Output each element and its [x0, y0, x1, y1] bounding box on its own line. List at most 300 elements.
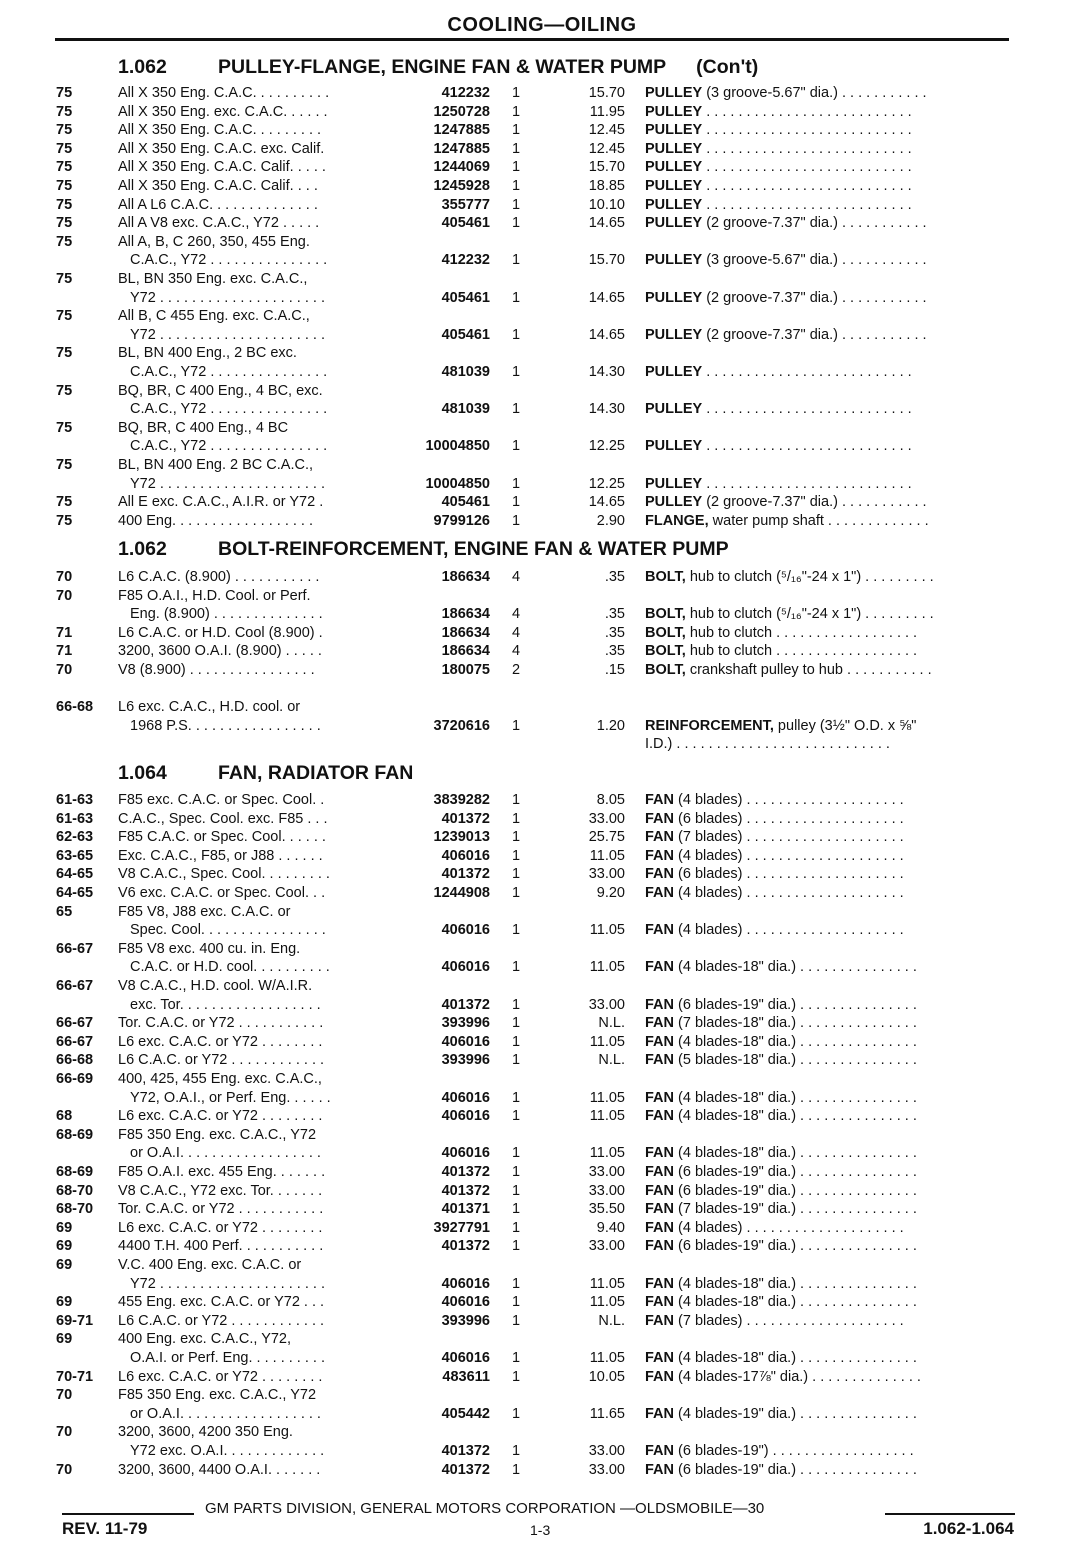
parts-row	[0, 1033, 1084, 1052]
price: 12.45	[588, 122, 625, 139]
part-name: PULLEY	[645, 85, 703, 101]
application: All E exc. C.A.C., A.I.R. or Y72 .	[118, 494, 324, 511]
part-name: REINFORCEMENT,	[645, 717, 774, 734]
quantity: 1	[512, 1089, 521, 1106]
parts-row	[0, 1461, 1084, 1480]
parts-row	[0, 382, 1084, 401]
part-name: PULLEY	[645, 326, 703, 343]
part-number: 3927791	[433, 1219, 490, 1236]
application: All X 350 Eng. C.A.C. Calif. . . .	[118, 178, 318, 194]
price: 11.05	[589, 1145, 625, 1162]
title-rule	[55, 38, 1009, 41]
part-number: 186634	[441, 643, 490, 660]
quantity: 1	[512, 215, 521, 232]
model-year: 70	[56, 569, 73, 585]
description	[645, 437, 1015, 456]
part-name: FAN	[645, 1405, 674, 1422]
description	[645, 121, 1015, 140]
model-year: 66-67	[56, 940, 94, 957]
part-name: BOLT,	[645, 606, 686, 623]
part-detail: (4 blades-18" dia.) . . . . . . . . . . . . . . .	[674, 959, 917, 976]
part-name: FAN	[645, 1368, 674, 1385]
application: Exc. C.A.C., F85, or J88 . . . . . .	[118, 847, 323, 864]
part-number: 405461	[441, 326, 490, 343]
quantity: 1	[512, 1164, 521, 1180]
price: 14.65	[588, 215, 625, 232]
part-name: PULLEY	[645, 215, 703, 232]
model-year: 75	[56, 140, 73, 157]
quantity: 1	[512, 1033, 521, 1050]
application: exc. Tor. . . . . . . . . . . . . . . . . .	[130, 996, 321, 1013]
description	[645, 847, 1015, 866]
quantity: 1	[512, 1294, 521, 1311]
application: BL, BN 400 Eng. 2 BC C.A.C.,	[118, 457, 314, 473]
parts-row	[0, 1237, 1084, 1256]
quantity: 1	[512, 326, 521, 343]
parts-row	[0, 512, 1084, 531]
price: 14.65	[588, 326, 625, 343]
part-number: 406016	[441, 959, 490, 976]
part-detail: (3 groove-5.67" dia.) . . . . . . . . . . .	[702, 85, 927, 101]
model-year: 64-65	[56, 866, 94, 883]
part-number: 405442	[441, 1405, 490, 1422]
quantity: 1	[512, 922, 521, 939]
parts-row	[0, 624, 1084, 643]
quantity: 1	[512, 1368, 521, 1385]
quantity: 1	[512, 252, 521, 269]
part-detail: (6 blades-19" dia.) . . . . . . . . . . . . . . .	[674, 1238, 917, 1255]
part-name: PULLEY	[645, 252, 703, 269]
description	[645, 791, 1015, 810]
parts-row	[0, 735, 1084, 754]
parts-row	[0, 828, 1084, 847]
description	[645, 400, 1015, 419]
price: 33.00	[588, 1238, 625, 1255]
model-year: 71	[56, 624, 73, 641]
part-number: 406016	[441, 922, 490, 939]
parts-row	[0, 1070, 1084, 1089]
part-name: FAN	[645, 866, 674, 883]
part-number: 406016	[441, 847, 490, 864]
part-detail: (6 blades-19" dia.) . . . . . . . . . . . . . . .	[674, 1182, 917, 1199]
parts-row	[0, 996, 1084, 1015]
parts-row	[0, 642, 1084, 661]
part-name: FAN	[645, 1350, 674, 1366]
model-year: 68-69	[56, 1164, 94, 1180]
part-number: 10004850	[425, 438, 490, 455]
part-number: 393996	[441, 1312, 490, 1329]
application: L6 C.A.C. or Y72 . . . . . . . . . . . .	[118, 1312, 325, 1329]
description	[645, 1219, 1015, 1238]
price: 33.00	[588, 1461, 625, 1478]
model-year: 68-69	[56, 1126, 94, 1143]
parts-row	[0, 270, 1084, 289]
parts-row	[0, 196, 1084, 215]
model-year: 64-65	[56, 885, 94, 901]
quantity: 1	[512, 866, 521, 883]
quantity: 1	[512, 996, 521, 1013]
price: 18.85	[588, 178, 625, 194]
description	[645, 1014, 1015, 1033]
model-year: 70-71	[56, 1368, 94, 1385]
description	[645, 1237, 1015, 1256]
part-detail: (6 blades) . . . . . . . . . . . . . . . . . . . .	[674, 866, 904, 883]
application: 1968 P.S. . . . . . . . . . . . . . . . .	[130, 717, 321, 734]
parts-row	[0, 400, 1084, 419]
application: BL, BN 400 Eng., 2 BC exc.	[118, 345, 297, 362]
model-year: 75	[56, 178, 73, 194]
part-number: 406016	[441, 1145, 490, 1162]
part-detail: (2 groove-7.37" dia.) . . . . . . . . . . .	[702, 289, 927, 306]
description	[645, 958, 1015, 977]
application: V6 exc. C.A.C. or Spec. Cool. . .	[118, 885, 326, 901]
parts-row	[0, 1089, 1084, 1108]
application: L6 exc. C.A.C. or Y72 . . . . . . . .	[118, 1368, 323, 1385]
footer-rule-right	[885, 1513, 1015, 1515]
part-detail: crankshaft pulley to hub . . . . . . . . . . .	[685, 662, 932, 678]
part-detail: (2 groove-7.37" dia.) . . . . . . . . . . .	[702, 326, 927, 343]
part-detail: . . . . . . . . . . . . . . . . . . . . . . . . . .	[702, 178, 912, 194]
part-name: PULLEY	[645, 364, 703, 380]
part-detail: (7 blades) . . . . . . . . . . . . . . . . . . . .	[674, 1312, 904, 1329]
description	[645, 1182, 1015, 1201]
parts-row	[0, 661, 1084, 680]
description	[645, 196, 1015, 215]
part-detail: . . . . . . . . . . . . . . . . . . . . . . . . . .	[702, 475, 912, 492]
part-name: FAN	[645, 1201, 674, 1218]
parts-row	[0, 791, 1084, 810]
quantity: 1	[512, 1052, 521, 1069]
description	[645, 810, 1015, 829]
section-title: BOLT-REINFORCEMENT, ENGINE FAN & WATER PUMP	[218, 538, 729, 560]
part-detail: (6 blades-19" dia.) . . . . . . . . . . . . . . .	[674, 996, 917, 1013]
application: All X 350 Eng. exc. C.A.C. . . . . .	[118, 103, 328, 120]
application: All X 350 Eng. C.A.C. . . . . . . . .	[118, 122, 322, 139]
price: 33.00	[588, 810, 625, 827]
description	[645, 1033, 1015, 1052]
quantity: 1	[512, 1182, 521, 1199]
part-detail: (7 blades-19" dia.) . . . . . . . . . . . . . . .	[674, 1201, 917, 1218]
part-number: 483611	[442, 1368, 490, 1385]
part-number: 1244069	[433, 159, 490, 176]
application: BL, BN 350 Eng. exc. C.A.C.,	[118, 271, 308, 287]
model-year: 75	[56, 85, 73, 101]
part-name: FAN	[645, 1089, 674, 1106]
part-detail: water pump shaft . . . . . . . . . . . . .	[708, 512, 929, 529]
part-number: 405461	[441, 215, 490, 232]
application: F85 V8 exc. 400 cu. in. Eng.	[118, 940, 301, 957]
part-detail: (4 blades) . . . . . . . . . . . . . . . . . . . .	[674, 922, 904, 939]
description	[645, 1461, 1015, 1480]
part-detail: (4 blades-18" dia.) . . . . . . . . . . . . . . .	[674, 1275, 917, 1292]
quantity: 1	[512, 438, 521, 455]
parts-row	[0, 1126, 1084, 1145]
quantity: 1	[512, 810, 521, 827]
parts-row	[0, 84, 1084, 103]
part-name: PULLEY	[645, 178, 703, 194]
section-title: PULLEY-FLANGE, ENGINE FAN & WATER PUMP	[218, 56, 667, 78]
part-detail: (3 groove-5.67" dia.) . . . . . . . . . . .	[702, 252, 927, 269]
part-detail: (4 blades-18" dia.) . . . . . . . . . . . . . . .	[674, 1145, 917, 1162]
application: V8 C.A.C., Spec. Cool. . . . . . . . .	[118, 866, 330, 883]
model-year: 69	[56, 1331, 73, 1348]
parts-row	[0, 1405, 1084, 1424]
application: 400 Eng. . . . . . . . . . . . . . . . . .	[118, 512, 314, 529]
quantity: 1	[512, 475, 521, 492]
part-number: 401372	[441, 1461, 490, 1478]
parts-row	[0, 903, 1084, 922]
quantity: 1	[512, 103, 521, 120]
parts-row	[0, 1256, 1084, 1275]
part-name: FAN	[645, 885, 674, 901]
part-detail: . . . . . . . . . . . . . . . . . . . . . . . . . .	[702, 401, 912, 418]
part-number: 393996	[441, 1015, 490, 1032]
part-number: 355777	[441, 196, 490, 213]
quantity: 4	[512, 569, 521, 585]
section-continued: (Con't)	[696, 56, 759, 78]
description	[645, 828, 1015, 847]
price: 33.00	[588, 866, 625, 883]
part-name: PULLEY	[645, 196, 703, 213]
model-year: 70	[56, 662, 73, 678]
part-detail: (4 blades-18" dia.) . . . . . . . . . . . . . . .	[674, 1294, 917, 1311]
part-number: 401372	[441, 1164, 490, 1180]
model-year: 65	[56, 903, 73, 920]
application: L6 exc. C.A.C. or Y72 . . . . . . . .	[118, 1219, 323, 1236]
part-detail: hub to clutch . . . . . . . . . . . . . . . . . .	[685, 624, 918, 641]
quantity: 1	[512, 178, 521, 194]
model-year: 69	[56, 1219, 73, 1236]
part-number: 405461	[441, 289, 490, 306]
parts-row	[0, 1014, 1084, 1033]
part-number: 406016	[441, 1275, 490, 1292]
parts-row	[0, 717, 1084, 736]
part-detail: (5 blades-18" dia.) . . . . . . . . . . . . . . .	[674, 1052, 917, 1069]
part-name: FAN	[645, 922, 674, 939]
part-detail: pulley (3½" O.D. x ⅝"	[773, 717, 917, 734]
part-number: 1244908	[433, 885, 490, 901]
part-number: 186634	[441, 569, 490, 585]
quantity: 1	[512, 1312, 521, 1329]
parts-row	[0, 1107, 1084, 1126]
quantity: 1	[512, 1275, 521, 1292]
parts-row	[0, 1219, 1084, 1238]
parts-row	[0, 1386, 1084, 1405]
part-name: BOLT,	[645, 569, 686, 585]
model-year: 68-70	[56, 1201, 94, 1218]
parts-row	[0, 605, 1084, 624]
quantity: 1	[512, 1145, 521, 1162]
model-year: 75	[56, 159, 73, 176]
description	[645, 642, 1015, 661]
quantity: 1	[512, 1219, 521, 1236]
parts-row	[0, 921, 1084, 940]
application: F85 C.A.C. or Spec. Cool. . . . . .	[118, 829, 326, 846]
quantity: 1	[512, 847, 521, 864]
part-number: 1239013	[433, 829, 490, 846]
parts-row	[0, 251, 1084, 270]
part-name: FAN	[645, 959, 674, 976]
quantity: 1	[512, 792, 521, 808]
model-year: 66-67	[56, 978, 94, 994]
price: 12.25	[588, 438, 625, 455]
price: 11.05	[589, 1350, 625, 1366]
description	[645, 251, 1015, 270]
price: 11.05	[589, 1108, 625, 1125]
application: 3200, 3600, 4400 O.A.I. . . . . . .	[118, 1461, 321, 1478]
parts-row	[0, 1163, 1084, 1182]
price: 10.05	[588, 1368, 625, 1385]
part-detail: (4 blades-18" dia.) . . . . . . . . . . . . . . .	[674, 1089, 917, 1106]
part-number: 406016	[441, 1089, 490, 1106]
section-title: FAN, RADIATOR FAN	[218, 762, 414, 784]
price: 25.75	[588, 829, 625, 846]
application: Y72 . . . . . . . . . . . . . . . . . . . . .	[130, 1275, 325, 1292]
description	[645, 996, 1015, 1015]
part-detail: . . . . . . . . . . . . . . . . . . . . . . . . . .	[702, 140, 912, 157]
parts-row	[0, 1423, 1084, 1442]
description	[645, 214, 1015, 233]
parts-row	[0, 568, 1084, 587]
description	[645, 921, 1015, 940]
part-number: 186634	[441, 606, 490, 623]
part-detail: (4 blades) . . . . . . . . . . . . . . . . . . . .	[674, 885, 904, 901]
price: 11.05	[589, 959, 625, 976]
application: or O.A.I. . . . . . . . . . . . . . . . . .	[130, 1145, 321, 1162]
parts-row	[0, 1182, 1084, 1201]
part-number: 412232	[441, 85, 490, 101]
parts-row	[0, 884, 1084, 903]
parts-row	[0, 865, 1084, 884]
part-number: 401371	[441, 1201, 490, 1218]
application: All B, C 455 Eng. exc. C.A.C.,	[118, 308, 310, 325]
parts-row	[0, 103, 1084, 122]
part-number: 406016	[441, 1294, 490, 1311]
part-name: PULLEY	[645, 103, 703, 120]
part-number: 393996	[441, 1052, 490, 1069]
part-detail: (4 blades) . . . . . . . . . . . . . . . . . . . .	[674, 847, 904, 864]
part-name: PULLEY	[645, 475, 703, 492]
model-year: 70	[56, 1387, 73, 1404]
quantity: 4	[512, 643, 521, 660]
footer-publisher: GM PARTS DIVISION, GENERAL MOTORS CORPORATION —OLDSMOBILE—30	[205, 1500, 765, 1517]
section-heading	[118, 538, 729, 561]
description	[645, 103, 1015, 122]
quantity: 1	[512, 885, 521, 901]
model-year: 75	[56, 215, 73, 232]
description	[645, 1405, 1015, 1424]
price: 12.45	[588, 140, 625, 157]
part-name: PULLEY	[645, 289, 703, 306]
description	[645, 1312, 1015, 1331]
quantity: 1	[512, 289, 521, 306]
price: 11.05	[589, 1275, 625, 1292]
part-name: FAN	[645, 1461, 674, 1478]
part-detail: (6 blades-19" dia.) . . . . . . . . . . . . . . .	[674, 1461, 917, 1478]
part-number: 10004850	[425, 475, 490, 492]
quantity: 1	[512, 159, 521, 176]
quantity: 1	[512, 1238, 521, 1255]
part-detail: (6 blades) . . . . . . . . . . . . . . . . . . . .	[674, 810, 904, 827]
part-name: FAN	[645, 1238, 674, 1255]
part-name: FAN	[645, 847, 674, 864]
part-number: 481039	[441, 401, 490, 418]
model-year: 66-68	[56, 699, 94, 716]
parts-row	[0, 847, 1084, 866]
model-year: 68-70	[56, 1182, 94, 1199]
quantity: 4	[512, 606, 521, 623]
part-number: 401372	[441, 1443, 490, 1459]
parts-row	[0, 214, 1084, 233]
part-name: FAN	[645, 1443, 674, 1459]
price: 11.05	[589, 1033, 625, 1050]
part-name: FAN	[645, 1108, 674, 1125]
part-name: PULLEY	[645, 122, 703, 139]
parts-row	[0, 419, 1084, 438]
description	[645, 717, 1015, 736]
parts-row	[0, 1312, 1084, 1331]
application: O.A.I. or Perf. Eng. . . . . . . . . .	[130, 1350, 326, 1366]
parts-row	[0, 977, 1084, 996]
model-year: 75	[56, 457, 73, 473]
part-detail: (6 blades-19" dia.) . . . . . . . . . . . . . . .	[674, 1164, 917, 1180]
description	[645, 326, 1015, 345]
price: N.L.	[598, 1015, 625, 1032]
quantity: 1	[512, 1461, 521, 1478]
part-number: 406016	[441, 1350, 490, 1366]
quantity: 1	[512, 122, 521, 139]
part-detail: . . . . . . . . . . . . . . . . . . . . . . . . . .	[702, 438, 912, 455]
application: C.A.C., Spec. Cool. exc. F85 . . .	[118, 810, 328, 827]
quantity: 1	[512, 1405, 521, 1422]
application: F85 350 Eng. exc. C.A.C., Y72	[118, 1126, 317, 1143]
part-name: BOLT,	[645, 624, 686, 641]
parts-row	[0, 958, 1084, 977]
price: 14.30	[588, 401, 625, 418]
application: Y72 . . . . . . . . . . . . . . . . . . . . .	[130, 289, 325, 306]
description	[645, 661, 1015, 680]
description	[645, 884, 1015, 903]
part-detail: (4 blades-18" dia.) . . . . . . . . . . . . . . .	[674, 1350, 917, 1366]
model-year: 61-63	[56, 810, 94, 827]
part-name: FAN	[645, 792, 674, 808]
parts-row	[0, 233, 1084, 252]
part-name: FAN	[645, 1312, 674, 1329]
model-year: 63-65	[56, 847, 94, 864]
part-detail: I.D.) . . . . . . . . . . . . . . . . . . . . . . . . . . .	[645, 736, 890, 753]
part-number: 406016	[441, 1033, 490, 1050]
model-year: 69	[56, 1294, 73, 1311]
part-detail: (4 blades) . . . . . . . . . . . . . . . . . . . .	[674, 792, 904, 808]
parts-row	[0, 940, 1084, 959]
model-year: 69	[56, 1238, 73, 1255]
application: V8 C.A.C., H.D. cool. W/A.I.R.	[118, 978, 313, 994]
application: 3200, 3600, 4200 350 Eng.	[118, 1424, 293, 1441]
part-detail: (4 blades-17⅞" dia.) . . . . . . . . . . . . . .	[674, 1368, 921, 1385]
quantity: 1	[512, 401, 521, 418]
part-name: FAN	[645, 1275, 674, 1292]
application: C.A.C., Y72 . . . . . . . . . . . . . . .	[130, 252, 328, 269]
application: Eng. (8.900) . . . . . . . . . . . . . .	[130, 606, 323, 623]
part-name: FLANGE,	[645, 512, 709, 529]
parts-row	[0, 437, 1084, 456]
price: 15.70	[588, 252, 625, 269]
model-year: 75	[56, 196, 73, 213]
quantity: 1	[512, 196, 521, 213]
quantity: 1	[512, 512, 521, 529]
parts-row	[0, 1275, 1084, 1294]
description	[645, 1051, 1015, 1070]
